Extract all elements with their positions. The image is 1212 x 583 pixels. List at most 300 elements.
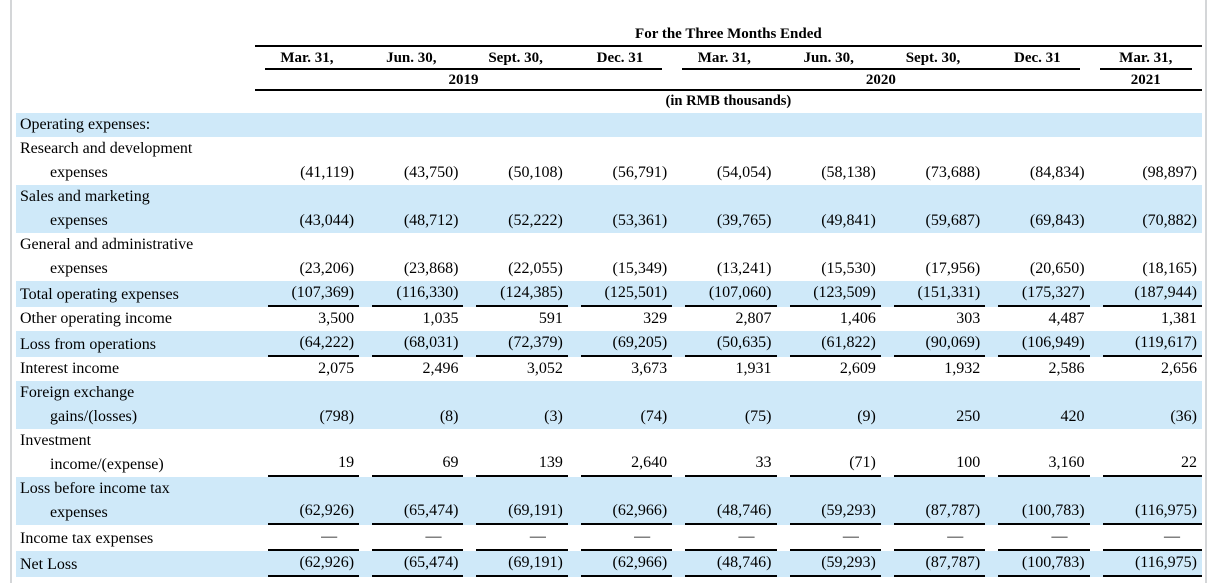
cell-value: 3,052: [526, 360, 563, 377]
cell-value: (39,765): [716, 212, 772, 229]
year-group-label: 2020: [682, 68, 1079, 89]
value-cell: [463, 357, 567, 381]
cell-value: (48,746): [685, 551, 776, 577]
value-cell: [881, 357, 985, 381]
table-row: [16, 281, 1202, 307]
value-cell: [672, 281, 776, 307]
cell-value: (116,975): [1103, 499, 1202, 525]
row-label-line1: Operating expenses:: [20, 116, 151, 133]
spacer-cell: [16, 68, 255, 89]
row-label-line2: expenses: [50, 164, 108, 181]
value-cell: [881, 525, 985, 551]
value-cell: [359, 381, 463, 429]
value-cell: [1090, 185, 1202, 233]
date-column-header: Mar. 31,: [697, 50, 751, 66]
value-cell: [881, 307, 985, 331]
value-cell: [568, 113, 672, 137]
cell-value: (17,956): [925, 260, 981, 277]
cell-value: (56,791): [612, 164, 668, 181]
cell-value: (59,687): [925, 212, 981, 229]
value-cell: [359, 113, 463, 137]
cell-value: (22,055): [508, 260, 563, 277]
cell-value: (58,138): [821, 164, 876, 181]
value-cell: [568, 429, 672, 477]
value-cell: [255, 113, 359, 137]
value-cell: [881, 381, 985, 429]
cell-value: 420: [1060, 408, 1085, 425]
cell-value: (36): [1170, 408, 1197, 425]
row-label-line1: Net Loss: [20, 556, 78, 573]
row-label: [16, 551, 255, 577]
cell-value: (69,191): [476, 551, 567, 577]
cell-value: 1,931: [735, 360, 772, 377]
value-cell: [359, 137, 463, 185]
value-cell: [568, 357, 672, 381]
cell-value: 2,496: [422, 360, 459, 377]
value-cell: [985, 525, 1089, 551]
date-column-header: Mar. 31,: [280, 50, 334, 66]
value-cell: [255, 429, 359, 477]
cell-value: (69,205): [581, 331, 672, 357]
value-cell: [777, 381, 881, 429]
cell-value: (48,746): [685, 499, 776, 525]
value-cell: [672, 113, 776, 137]
table-header: [16, 26, 1202, 113]
value-cell: [777, 525, 881, 551]
value-cell: [359, 525, 463, 551]
value-cell: [568, 233, 672, 281]
cell-value: (98,897): [1142, 164, 1197, 181]
value-cell: [672, 551, 776, 577]
cell-value: (3): [544, 408, 563, 425]
value-cell: [985, 233, 1089, 281]
value-cell: [568, 525, 672, 551]
cell-value: (87,787): [894, 499, 985, 525]
value-cell: [1090, 477, 1202, 525]
cell-value: (90,069): [894, 331, 985, 357]
cell-value: (125,501): [581, 281, 672, 307]
value-cell: [881, 137, 985, 185]
cell-value: (62,926): [268, 551, 359, 577]
value-cell: [463, 525, 567, 551]
value-cell: [985, 307, 1089, 331]
value-cell: [1090, 357, 1202, 381]
cell-value: —: [1103, 525, 1202, 551]
spacer-cell: [16, 26, 255, 46]
cell-value: 69: [372, 451, 463, 477]
value-cell: [568, 185, 672, 233]
table-row: [16, 307, 1202, 331]
cell-value: (75): [744, 408, 772, 425]
cell-value: 250: [956, 408, 981, 425]
value-cell: [463, 551, 567, 577]
cell-value: —: [998, 525, 1089, 551]
cell-value: (107,060): [685, 281, 776, 307]
row-label: [16, 307, 255, 331]
value-cell: [985, 381, 1089, 429]
value-cell: [255, 137, 359, 185]
unit-note: (in RMB thousands): [665, 93, 792, 109]
row-label: [16, 185, 255, 233]
row-label-line1: Foreign exchange: [20, 384, 135, 401]
cell-value: 1,406: [839, 310, 876, 327]
value-cell: [359, 331, 463, 357]
value-cell: [985, 477, 1089, 525]
value-cell: [777, 551, 881, 577]
row-label-line1: Income tax expenses: [20, 530, 154, 547]
year-group-cell: [672, 68, 1089, 89]
cell-value: (41,119): [300, 164, 355, 181]
value-cell: [463, 185, 567, 233]
row-label-line1: Loss from operations: [20, 336, 156, 353]
value-cell: [359, 357, 463, 381]
value-cell: [463, 113, 567, 137]
cell-value: 1,035: [422, 310, 459, 327]
value-cell: [985, 281, 1089, 307]
value-cell: [463, 477, 567, 525]
value-cell: [255, 233, 359, 281]
cell-value: (107,369): [268, 281, 359, 307]
table-body: [16, 113, 1202, 577]
cell-value: (65,474): [372, 499, 463, 525]
row-label: [16, 357, 255, 381]
table-row: [16, 525, 1202, 551]
cell-value: (20,650): [1029, 260, 1085, 277]
cell-value: 1,381: [1161, 310, 1197, 327]
cell-value: (9): [857, 408, 876, 425]
cell-value: (175,327): [998, 281, 1089, 307]
value-cell: [777, 357, 881, 381]
cell-value: (61,822): [790, 331, 881, 357]
date-column-header: Dec. 31: [1014, 50, 1061, 66]
cell-value: (798): [319, 408, 355, 425]
value-cell: [568, 381, 672, 429]
value-cell: [255, 525, 359, 551]
value-cell: [881, 551, 985, 577]
value-cell: [672, 185, 776, 233]
value-cell: [1090, 331, 1202, 357]
value-cell: [568, 307, 672, 331]
value-cell: [359, 185, 463, 233]
value-cell: [255, 477, 359, 525]
cell-value: (65,474): [372, 551, 463, 577]
date-column-header: Dec. 31: [596, 50, 644, 66]
cell-value: (62,966): [581, 499, 672, 525]
value-cell: [1090, 381, 1202, 429]
value-cell: [463, 307, 567, 331]
cell-value: (187,944): [1103, 281, 1202, 307]
value-cell: [881, 233, 985, 281]
value-cell: [568, 551, 672, 577]
row-label-line2: expenses: [50, 260, 108, 277]
row-label: [16, 525, 255, 551]
cell-value: (23,206): [299, 260, 355, 277]
table-row: [16, 429, 1202, 477]
cell-value: 303: [956, 310, 981, 327]
cell-value: 3,160: [998, 451, 1089, 477]
cell-value: —: [685, 525, 776, 551]
cell-value: (64,222): [268, 331, 359, 357]
title-row: [16, 26, 1202, 46]
cell-value: (68,031): [372, 331, 463, 357]
row-label-line1: Loss before income tax: [20, 480, 170, 497]
value-cell: [881, 477, 985, 525]
value-cell: [985, 113, 1089, 137]
row-label: [16, 477, 255, 525]
cell-value: (116,975): [1103, 551, 1202, 577]
cell-value: (62,926): [268, 499, 359, 525]
table-row: [16, 381, 1202, 429]
cell-value: 4,487: [1048, 310, 1085, 327]
cell-value: 2,586: [1048, 360, 1085, 377]
cell-value: 100: [894, 451, 985, 477]
date-column-header: Sept. 30,: [488, 50, 543, 66]
value-cell: [255, 331, 359, 357]
row-label: [16, 381, 255, 429]
value-cell: [359, 307, 463, 331]
cell-value: 2,075: [318, 360, 355, 377]
value-cell: [672, 357, 776, 381]
cell-value: —: [372, 525, 463, 551]
cell-value: (72,379): [476, 331, 567, 357]
value-cell: [568, 281, 672, 307]
row-label-line2: gains/(losses): [50, 408, 138, 425]
page-left-border: [10, 0, 12, 583]
year-group-cell: [1090, 68, 1202, 89]
cell-value: 22: [1103, 451, 1202, 477]
cell-value: —: [894, 525, 985, 551]
value-cell: [463, 281, 567, 307]
value-cell: [777, 477, 881, 525]
cell-value: (124,385): [476, 281, 567, 307]
cell-value: 591: [538, 310, 563, 327]
cell-value: (43,044): [299, 212, 355, 229]
cell-value: (74): [640, 408, 668, 425]
row-label-line1: Sales and marketing: [20, 188, 150, 205]
cell-value: (106,949): [998, 331, 1089, 357]
cell-value: (49,841): [821, 212, 876, 229]
date-header-row: [16, 46, 1202, 68]
value-cell: [672, 429, 776, 477]
value-cell: [777, 307, 881, 331]
value-cell: [777, 281, 881, 307]
row-label-line1: Investment: [20, 432, 92, 449]
value-cell: [255, 185, 359, 233]
row-label: [16, 113, 255, 137]
cell-value: (50,635): [685, 331, 776, 357]
cell-value: —: [476, 525, 567, 551]
row-label: [16, 429, 255, 477]
cell-value: 329: [643, 310, 668, 327]
value-cell: [881, 113, 985, 137]
value-cell: [1090, 525, 1202, 551]
cell-value: (48,712): [403, 212, 459, 229]
value-cell: [985, 551, 1089, 577]
table-row: [16, 233, 1202, 281]
value-cell: [777, 137, 881, 185]
cell-value: (69,843): [1029, 212, 1085, 229]
value-cell: [463, 381, 567, 429]
table-row: [16, 185, 1202, 233]
cell-value: (71): [790, 451, 881, 477]
cell-value: 2,656: [1161, 360, 1197, 377]
value-cell: [985, 185, 1089, 233]
cell-value: (59,293): [790, 551, 881, 577]
value-cell: [1090, 137, 1202, 185]
value-cell: [255, 381, 359, 429]
value-cell: [777, 233, 881, 281]
row-label-line2: income/(expense): [50, 456, 164, 473]
cell-value: (13,241): [716, 260, 772, 277]
year-group-row: [16, 68, 1202, 89]
value-cell: [568, 331, 672, 357]
value-cell: [359, 477, 463, 525]
row-label-line1: Research and development: [20, 140, 193, 157]
date-column-header: Jun. 30,: [803, 50, 854, 66]
value-cell: [1090, 551, 1202, 577]
row-label-line1: Other operating income: [20, 310, 172, 327]
cell-value: (50,108): [508, 164, 563, 181]
cell-value: (43,750): [403, 164, 459, 181]
table-row: [16, 137, 1202, 185]
table-row: [16, 113, 1202, 137]
table-row: [16, 331, 1202, 357]
cell-value: 3,673: [631, 360, 668, 377]
cell-value: (100,783): [998, 499, 1089, 525]
value-cell: [672, 477, 776, 525]
date-column-header: Sept. 30,: [905, 50, 961, 66]
value-cell: [463, 137, 567, 185]
cell-value: (62,966): [581, 551, 672, 577]
cell-value: (100,783): [998, 551, 1089, 577]
value-cell: [255, 357, 359, 381]
table-row: [16, 551, 1202, 577]
value-cell: [255, 281, 359, 307]
cell-value: 3,500: [318, 310, 355, 327]
cell-value: 1,932: [944, 360, 981, 377]
value-cell: [568, 477, 672, 525]
cell-value: (73,688): [925, 164, 981, 181]
value-cell: [359, 429, 463, 477]
row-label: [16, 281, 255, 307]
cell-value: (15,530): [821, 260, 876, 277]
cell-value: —: [268, 525, 359, 551]
value-cell: [1090, 233, 1202, 281]
spacer-cell: [16, 91, 255, 113]
cell-value: (53,361): [612, 212, 668, 229]
cell-value: 19: [268, 451, 359, 477]
cell-value: (70,882): [1142, 212, 1197, 229]
cell-value: 33: [685, 451, 776, 477]
table-title: For the Three Months Ended: [255, 26, 1202, 46]
year-group-label: 2019: [265, 68, 662, 89]
value-cell: [568, 137, 672, 185]
value-cell: [463, 233, 567, 281]
value-cell: [777, 429, 881, 477]
date-column-header: Jun. 30,: [386, 50, 437, 66]
value-cell: [1090, 113, 1202, 137]
cell-value: (52,222): [508, 212, 563, 229]
cell-value: (59,293): [790, 499, 881, 525]
row-label: [16, 137, 255, 185]
cell-value: (54,054): [716, 164, 772, 181]
value-cell: [672, 137, 776, 185]
value-cell: [777, 185, 881, 233]
value-cell: [359, 551, 463, 577]
cell-value: —: [581, 525, 672, 551]
unit-note-row: [16, 91, 1202, 113]
value-cell: [1090, 429, 1202, 477]
quarterly-results-table: [16, 26, 1202, 577]
cell-value: 139: [476, 451, 567, 477]
value-cell: [985, 331, 1089, 357]
value-cell: [672, 331, 776, 357]
value-cell: [985, 357, 1089, 381]
row-label: [16, 233, 255, 281]
value-cell: [881, 429, 985, 477]
value-cell: [777, 113, 881, 137]
cell-value: (116,330): [372, 281, 463, 307]
page-right-border: [1205, 0, 1207, 583]
value-cell: [463, 331, 567, 357]
value-cell: [255, 307, 359, 331]
row-label-line1: General and administrative: [20, 236, 194, 253]
value-cell: [672, 381, 776, 429]
table-row: [16, 357, 1202, 381]
value-cell: [1090, 281, 1202, 307]
cell-value: (69,191): [476, 499, 567, 525]
cell-value: (123,509): [790, 281, 881, 307]
cell-value: 2,807: [735, 310, 772, 327]
value-cell: [359, 233, 463, 281]
spacer-cell: [16, 46, 255, 68]
row-label-line2: expenses: [50, 504, 108, 521]
value-cell: [359, 281, 463, 307]
value-cell: [777, 331, 881, 357]
cell-value: (23,868): [403, 260, 459, 277]
cell-value: (18,165): [1142, 260, 1197, 277]
value-cell: [255, 551, 359, 577]
value-cell: [985, 429, 1089, 477]
value-cell: [672, 525, 776, 551]
table-row: [16, 477, 1202, 525]
cell-value: (84,834): [1029, 164, 1085, 181]
value-cell: [881, 185, 985, 233]
value-cell: [881, 331, 985, 357]
cell-value: (8): [439, 408, 459, 425]
row-label-line1: Interest income: [20, 360, 120, 377]
year-group-label: 2021: [1100, 68, 1192, 89]
row-label-line1: Total operating expenses: [20, 286, 179, 303]
value-cell: [881, 281, 985, 307]
cell-value: —: [790, 525, 881, 551]
cell-value: (119,617): [1103, 331, 1202, 357]
value-cell: [672, 233, 776, 281]
cell-value: (15,349): [612, 260, 668, 277]
value-cell: [985, 137, 1089, 185]
year-group-cell: [255, 68, 672, 89]
cell-value: (87,787): [894, 551, 985, 577]
value-cell: [1090, 307, 1202, 331]
date-column-header: Mar. 31,: [1119, 50, 1173, 66]
row-label: [16, 331, 255, 357]
row-label-line2: expenses: [50, 212, 108, 229]
cell-value: (151,331): [894, 281, 985, 307]
value-cell: [463, 429, 567, 477]
cell-value: 2,609: [839, 360, 876, 377]
value-cell: [672, 307, 776, 331]
cell-value: 2,640: [581, 451, 672, 477]
